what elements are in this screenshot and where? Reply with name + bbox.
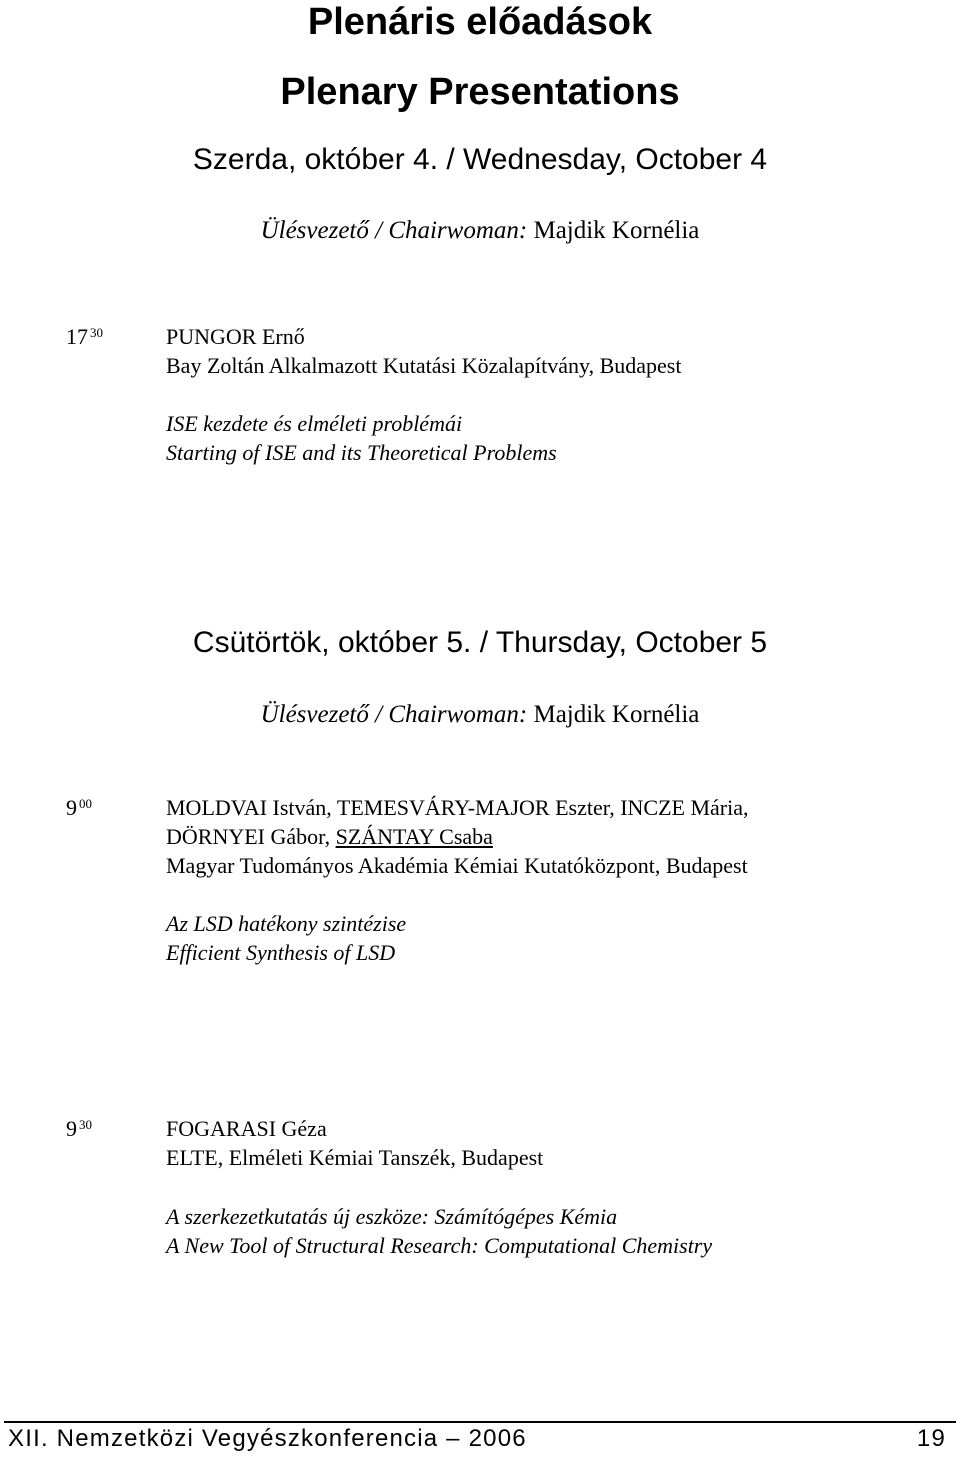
time-hour: 17 [66, 324, 88, 349]
author-names: DÖRNYEI Gábor, [166, 824, 331, 849]
chair-label: Ülésvezető / Chairwoman: [260, 701, 528, 728]
page-title-hungarian: Plenáris előadások [307, 1, 653, 43]
chair-line-wednesday [0, 216, 960, 246]
talk-title-hungarian: Az LSD hatékony szintézise [166, 911, 407, 936]
chair-label: Ülésvezető / Chairwoman: [260, 217, 528, 244]
page-title-english: Plenary Presentations [280, 71, 680, 113]
talk-authors-line-2 [166, 824, 493, 850]
talk-authors: PUNGOR Ernő [166, 324, 305, 349]
day-heading-wednesday: Szerda, október 4. / Wednesday, October 4 [192, 143, 768, 176]
time-minute: 30 [79, 1117, 92, 1132]
page-number: 19 [916, 1425, 946, 1452]
talk-title-english: Efficient Synthesis of LSD [166, 940, 396, 965]
talk-authors: FOGARASI Géza [166, 1116, 327, 1141]
time-hour: 9 [66, 795, 77, 820]
chair-name: Majdik Kornélia [533, 217, 700, 244]
chair-line-thursday [0, 700, 960, 730]
talk-title-hungarian: ISE kezdete és elméleti problémái [166, 411, 463, 436]
day-heading-thursday: Csütörtök, október 5. / Thursday, October 5 [192, 626, 768, 659]
talk-institution: Magyar Tudományos Akadémia Kémiai Kutatóközpont, Budapest [166, 853, 748, 878]
footer-divider [4, 1421, 956, 1423]
talk-institution: Bay Zoltán Alkalmazott Kutatási Közalapítvány, Budapest [166, 353, 682, 378]
footer-conference-name: XII. Nemzetközi Vegyészkonferencia – 2006 [8, 1425, 527, 1452]
talk-time [66, 1116, 92, 1142]
talk-title-english: Starting of ISE and its Theoretical Problems [166, 440, 557, 465]
presenting-author: SZÁNTAY Csaba [335, 824, 493, 849]
talk-time [66, 324, 103, 350]
time-minute: 00 [79, 796, 92, 811]
talk-title-english: A New Tool of Structural Research: Computational Chemistry [166, 1233, 713, 1258]
time-minute: 30 [90, 325, 103, 340]
time-hour: 9 [66, 1116, 77, 1141]
talk-authors-line-1: MOLDVAI István, TEMESVÁRY-MAJOR Eszter, INCZE Mária, [166, 795, 749, 820]
talk-institution: ELTE, Elméleti Kémiai Tanszék, Budapest [166, 1145, 544, 1170]
talk-title-hungarian: A szerkezetkutatás új eszköze: Számítógépes Kémia [166, 1204, 618, 1229]
talk-time [66, 795, 92, 821]
chair-name: Majdik Kornélia [533, 701, 700, 728]
